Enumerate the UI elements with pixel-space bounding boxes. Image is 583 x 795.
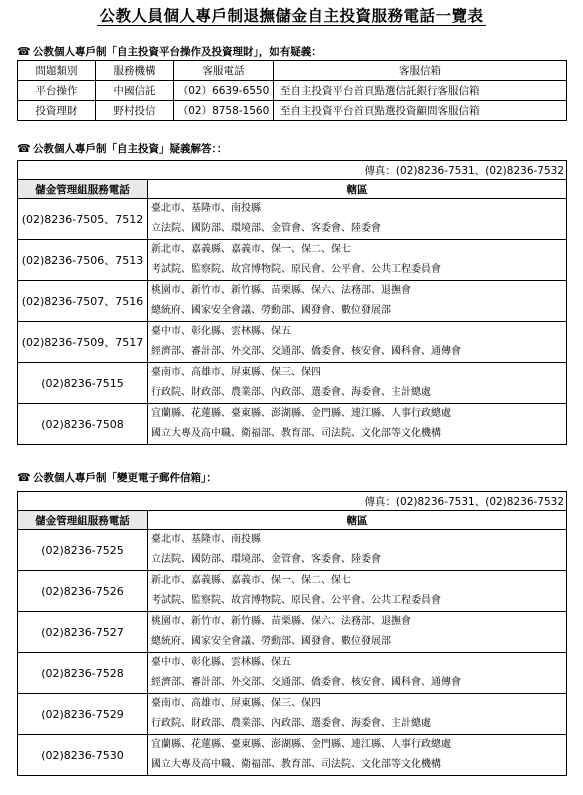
table-row	[18, 363, 567, 404]
phone-extension: (02)8236-7509、7517	[18, 322, 148, 363]
jurisdiction-line: 新北市、嘉義縣、嘉義市、保一、保二、保七	[151, 244, 351, 255]
jurisdiction	[148, 571, 567, 612]
jurisdiction-line: 經濟部、審計部、外交部、交通部、僑委會、核安會、國科會、通傳會	[151, 346, 461, 357]
table-row	[18, 101, 567, 121]
phone-extension: (02)8236-7505、7512	[18, 199, 148, 240]
table-cell: 至自主投資平台首頁點選信託銀行客服信箱	[274, 81, 567, 101]
jurisdiction-line: 臺南市、高雄市、屏東縣、保三、保四	[151, 698, 321, 709]
page-title-text: 公教人員個人專戶制退撫儲金自主投資服務電話一覽表	[99, 7, 484, 25]
section-3-heading	[17, 470, 217, 485]
telephone-icon: ☎	[17, 142, 31, 155]
table-row	[18, 653, 567, 694]
jurisdiction-line: 總統府、國家安全會議、勞動部、國發會、數位發展部	[151, 636, 391, 647]
table-row	[18, 694, 567, 735]
jurisdiction-line: 總統府、國家安全會議、勞動部、國發會、數位發展部	[151, 305, 391, 316]
table-row	[18, 81, 567, 101]
jurisdiction	[148, 363, 567, 404]
phone-extension: (02)8236-7506、7513	[18, 240, 148, 281]
table-cell: 平台操作	[18, 81, 96, 101]
column-header: 客服信箱	[274, 61, 567, 81]
jurisdiction-line: 考試院、監察院、故宮博物院、原民會、公平會、公共工程委員會	[151, 595, 441, 606]
jurisdiction-line: 宜蘭縣、花蓮縣、臺東縣、澎湖縣、金門縣、連江縣、人事行政總處	[151, 739, 451, 750]
jurisdiction-line: 經濟部、審計部、外交部、交通部、僑委會、核安會、國科會、通傳會	[151, 677, 461, 688]
phone-extension: (02)8236-7528	[18, 653, 148, 694]
jurisdiction-line: 行政院、財政部、農業部、內政部、選委會、海委會、主計總處	[151, 387, 431, 398]
phone-extension: (02)8236-7529	[18, 694, 148, 735]
table-row	[18, 404, 567, 445]
jurisdiction-line: 宜蘭縣、花蓮縣、臺東縣、澎湖縣、金門縣、連江縣、人事行政總處	[151, 408, 451, 419]
table-row	[18, 530, 567, 571]
jurisdiction-line: 桃園市、新竹市、新竹縣、苗栗縣、保六、法務部、退撫會	[151, 285, 411, 296]
jurisdiction	[148, 281, 567, 322]
jurisdiction	[148, 735, 567, 776]
jurisdiction	[148, 612, 567, 653]
table-row	[18, 571, 567, 612]
contact-table-header	[18, 180, 567, 199]
jurisdiction-line: 臺中市、彰化縣、雲林縣、保五	[151, 326, 291, 337]
section-3-heading-text: 公教個人專戶制「變更電子郵件信箱」：	[33, 472, 217, 484]
service-table	[17, 60, 567, 121]
jurisdiction-line: 新北市、嘉義縣、嘉義市、保一、保二、保七	[151, 575, 351, 586]
fax-numbers: 傳真：(02)8236-7531、(02)8236-7532	[18, 161, 567, 180]
jurisdiction-line: 臺北市、基隆市、南投縣	[151, 203, 261, 214]
fax-numbers: 傳真：(02)8236-7531、(02)8236-7532	[18, 492, 567, 511]
table-cell: 野村投信	[96, 101, 174, 121]
table-row	[18, 281, 567, 322]
table-row	[18, 612, 567, 653]
phone-extension: (02)8236-7507、7516	[18, 281, 148, 322]
jurisdiction-line: 臺中市、彰化縣、雲林縣、保五	[151, 657, 291, 668]
telephone-icon: ☎	[17, 471, 31, 484]
jurisdiction-line: 立法院、國防部、環境部、金管會、客委會、陸委會	[151, 223, 381, 234]
phone-extension: (02)8236-7525	[18, 530, 148, 571]
section-1-heading-text: 公教個人專戶制「自主投資平台操作及投資理財」，如有疑義：	[33, 46, 322, 58]
jurisdiction-line: 行政院、財政部、農業部、內政部、選委會、海委會、主計總處	[151, 718, 431, 729]
table-row	[18, 240, 567, 281]
jurisdiction-line: 國立大專及高中職、衛福部、教育部、司法院、文化部等文化機構	[151, 428, 441, 439]
column-header: 客服電話	[174, 61, 274, 81]
telephone-icon: ☎	[17, 45, 31, 58]
email-change-table	[17, 491, 567, 776]
section-2-heading-text: 公教個人專戶制「自主投資」疑義解答：：	[33, 143, 228, 155]
table-cell: 至自主投資平台首頁點選投資顧問客服信箱	[274, 101, 567, 121]
jurisdiction-line: 臺南市、高雄市、屏東縣、保三、保四	[151, 367, 321, 378]
section-1-heading	[17, 44, 322, 59]
table-row	[18, 199, 567, 240]
page-title	[0, 4, 583, 26]
jurisdiction-line: 臺北市、基隆市、南投縣	[151, 534, 261, 545]
table-row	[18, 735, 567, 776]
column-header: 問題類別	[18, 61, 96, 81]
table-cell: 投資理財	[18, 101, 96, 121]
jurisdiction-line: 立法院、國防部、環境部、金管會、客委會、陸委會	[151, 554, 381, 565]
phone-extension: (02)8236-7515	[18, 363, 148, 404]
table-cell: 中國信託	[96, 81, 174, 101]
contact-table-header	[18, 511, 567, 530]
table-cell: （02）8758-1560	[174, 101, 274, 121]
jurisdiction-line: 國立大專及高中職、衛福部、教育部、司法院、文化部等文化機構	[151, 759, 441, 770]
jurisdiction	[148, 240, 567, 281]
jurisdiction	[148, 530, 567, 571]
column-header: 轄區	[148, 180, 567, 199]
jurisdiction	[148, 404, 567, 445]
jurisdiction-line: 考試院、監察院、故宮博物院、原民會、公平會、公共工程委員會	[151, 264, 441, 275]
column-header: 服務機構	[96, 61, 174, 81]
phone-extension: (02)8236-7508	[18, 404, 148, 445]
table-cell: （02）6639-6550	[174, 81, 274, 101]
column-header: 轄區	[148, 511, 567, 530]
table-row	[18, 322, 567, 363]
jurisdiction-line: 桃園市、新竹市、新竹縣、苗栗縣、保六、法務部、退撫會	[151, 616, 411, 627]
phone-extension: (02)8236-7527	[18, 612, 148, 653]
jurisdiction	[148, 322, 567, 363]
jurisdiction	[148, 653, 567, 694]
service-table-header	[18, 61, 567, 81]
faq-contact-table	[17, 160, 567, 445]
jurisdiction	[148, 199, 567, 240]
column-header: 儲金管理組服務電話	[18, 511, 148, 530]
column-header: 儲金管理組服務電話	[18, 180, 148, 199]
jurisdiction	[148, 694, 567, 735]
section-2-heading	[17, 141, 227, 156]
phone-extension: (02)8236-7530	[18, 735, 148, 776]
phone-extension: (02)8236-7526	[18, 571, 148, 612]
